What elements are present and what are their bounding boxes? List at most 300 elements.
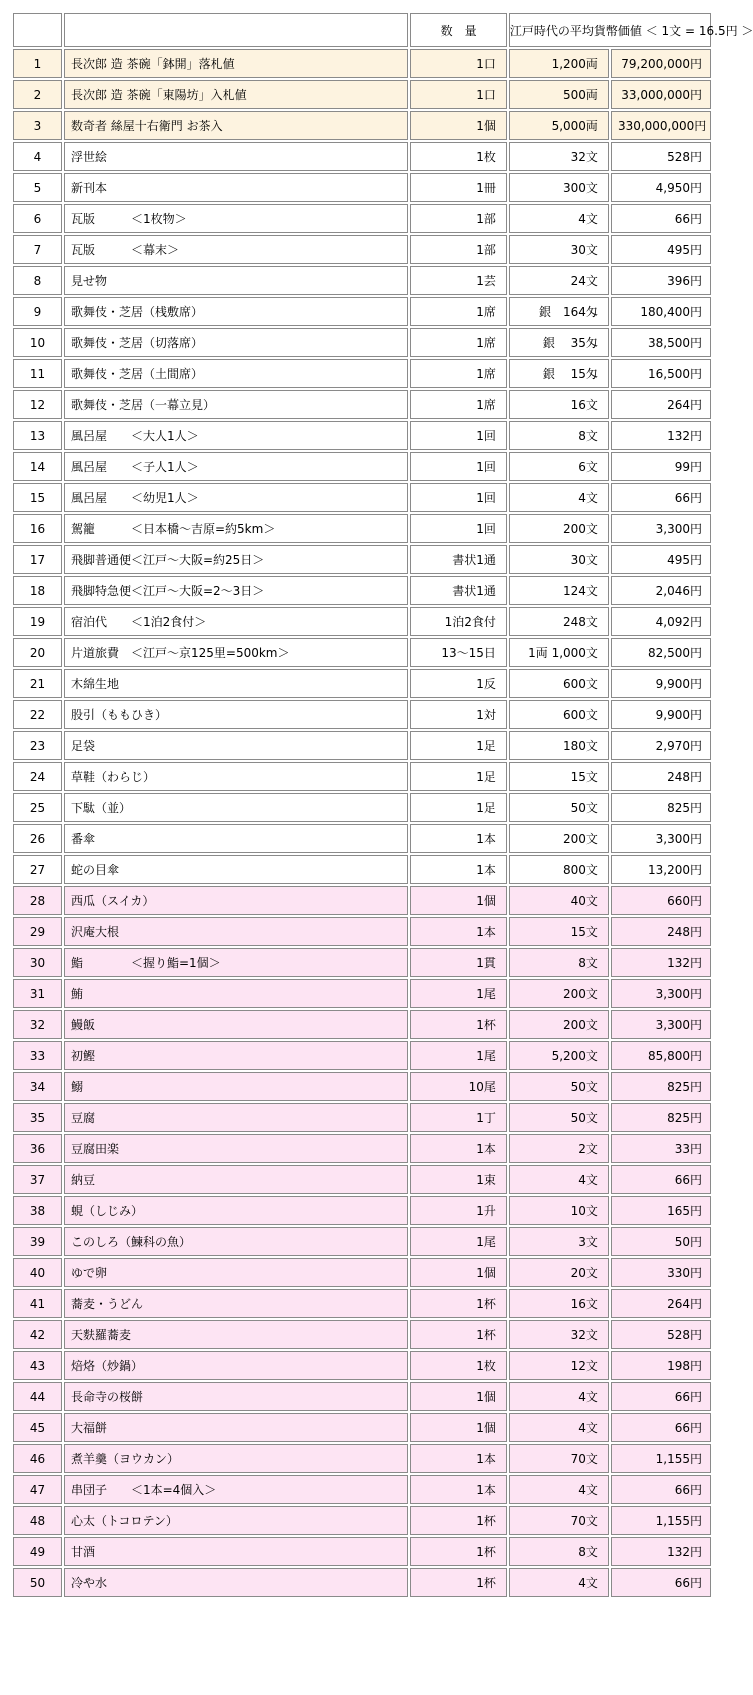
edo-price: 4文 (509, 1568, 609, 1597)
yen-price: 66円 (611, 1475, 711, 1504)
item-name: 瓦版 ＜幕末＞ (64, 235, 408, 264)
yen-price: 825円 (611, 1103, 711, 1132)
table-row (13, 979, 711, 1008)
item-name: 煮羊羹（ヨウカン） (64, 1444, 408, 1473)
yen-price: 50円 (611, 1227, 711, 1256)
row-number: 36 (13, 1134, 62, 1163)
item-quantity: 1口 (410, 80, 507, 109)
item-name: 甘酒 (64, 1537, 408, 1566)
yen-price: 132円 (611, 948, 711, 977)
edo-price: 5,000両 (509, 111, 609, 140)
item-quantity: 1席 (410, 359, 507, 388)
row-number: 33 (13, 1041, 62, 1070)
row-number: 25 (13, 793, 62, 822)
yen-price: 3,300円 (611, 514, 711, 543)
item-quantity: 1尾 (410, 1227, 507, 1256)
table-row (13, 111, 711, 140)
item-name: 新刊本 (64, 173, 408, 202)
row-number: 23 (13, 731, 62, 760)
row-number: 10 (13, 328, 62, 357)
row-number: 48 (13, 1506, 62, 1535)
item-quantity: 1冊 (410, 173, 507, 202)
edo-price: 12文 (509, 1351, 609, 1380)
table-row (13, 359, 711, 388)
yen-price: 330,000,000円 (611, 111, 711, 140)
item-quantity: 1本 (410, 1134, 507, 1163)
edo-price: 8文 (509, 948, 609, 977)
edo-price: 32文 (509, 142, 609, 171)
table-row (13, 638, 711, 667)
row-number: 15 (13, 483, 62, 512)
edo-price: 4文 (509, 204, 609, 233)
item-name: 鰯 (64, 1072, 408, 1101)
yen-price: 33,000,000円 (611, 80, 711, 109)
item-quantity: 1足 (410, 731, 507, 760)
item-quantity: 1束 (410, 1165, 507, 1194)
item-quantity: 1枚 (410, 1351, 507, 1380)
edo-price: 15文 (509, 917, 609, 946)
yen-price: 2,046円 (611, 576, 711, 605)
item-name: 浮世絵 (64, 142, 408, 171)
row-number: 32 (13, 1010, 62, 1039)
edo-price: 1,200両 (509, 49, 609, 78)
item-name: 飛脚普通便＜江戸～大阪=約25日＞ (64, 545, 408, 574)
item-quantity: 1杯 (410, 1289, 507, 1318)
edo-price: 600文 (509, 669, 609, 698)
item-name: 木綿生地 (64, 669, 408, 698)
row-number: 30 (13, 948, 62, 977)
edo-price: 70文 (509, 1444, 609, 1473)
row-number: 29 (13, 917, 62, 946)
yen-price: 82,500円 (611, 638, 711, 667)
item-quantity: 1個 (410, 886, 507, 915)
table-row (13, 390, 711, 419)
item-name: 歌舞伎・芝居（一幕立見） (64, 390, 408, 419)
item-quantity: 1貫 (410, 948, 507, 977)
item-quantity: 1杯 (410, 1506, 507, 1535)
yen-price: 85,800円 (611, 1041, 711, 1070)
table-row (13, 1103, 711, 1132)
item-quantity: 1足 (410, 762, 507, 791)
yen-price: 66円 (611, 1413, 711, 1442)
edo-price: 800文 (509, 855, 609, 884)
edo-price: 30文 (509, 545, 609, 574)
item-quantity: 書状1通 (410, 545, 507, 574)
edo-price: 4文 (509, 1413, 609, 1442)
table-row (13, 917, 711, 946)
item-name: ゆで卵 (64, 1258, 408, 1287)
row-number: 13 (13, 421, 62, 450)
row-number: 14 (13, 452, 62, 481)
edo-price: 1両 1,000文 (509, 638, 609, 667)
yen-price: 4,092円 (611, 607, 711, 636)
row-number: 21 (13, 669, 62, 698)
row-number: 41 (13, 1289, 62, 1318)
yen-price: 2,970円 (611, 731, 711, 760)
table-header (13, 13, 753, 47)
header-quantity: 数 量 (410, 13, 507, 47)
row-number: 26 (13, 824, 62, 853)
table-row (13, 1413, 711, 1442)
table-row (13, 80, 711, 109)
edo-price: 8文 (509, 421, 609, 450)
item-quantity: 1回 (410, 452, 507, 481)
yen-price: 528円 (611, 142, 711, 171)
table-row (13, 1320, 711, 1349)
item-name: 西瓜（スイカ） (64, 886, 408, 915)
item-quantity: 1席 (410, 328, 507, 357)
edo-price: 32文 (509, 1320, 609, 1349)
row-number: 4 (13, 142, 62, 171)
yen-price: 132円 (611, 421, 711, 450)
yen-price: 495円 (611, 545, 711, 574)
item-quantity: 書状1通 (410, 576, 507, 605)
edo-price: 16文 (509, 390, 609, 419)
table-row (13, 328, 711, 357)
table-row (13, 142, 711, 171)
edo-price: 4文 (509, 483, 609, 512)
yen-price: 3,300円 (611, 824, 711, 853)
table-row (13, 793, 711, 822)
item-quantity: 1本 (410, 824, 507, 853)
table-row (13, 297, 711, 326)
row-number: 7 (13, 235, 62, 264)
item-name: 蛇の目傘 (64, 855, 408, 884)
table-row (13, 1134, 711, 1163)
row-number: 28 (13, 886, 62, 915)
edo-price: 4文 (509, 1382, 609, 1411)
table-row (13, 1227, 711, 1256)
item-quantity: 1個 (410, 111, 507, 140)
item-quantity: 1本 (410, 917, 507, 946)
yen-price: 660円 (611, 886, 711, 915)
table-row (13, 855, 711, 884)
item-name: 下駄（並） (64, 793, 408, 822)
item-name: 長次郎 造 茶碗「東陽坊」入札値 (64, 80, 408, 109)
row-number: 12 (13, 390, 62, 419)
edo-price: 200文 (509, 824, 609, 853)
item-name: 鮨 ＜握り鮨=1個＞ (64, 948, 408, 977)
yen-price: 165円 (611, 1196, 711, 1225)
table-row (13, 1444, 711, 1473)
item-quantity: 1席 (410, 297, 507, 326)
table-row (13, 235, 711, 264)
item-quantity: 13～15日 (410, 638, 507, 667)
yen-price: 79,200,000円 (611, 49, 711, 78)
item-quantity: 1丁 (410, 1103, 507, 1132)
table-row (13, 421, 711, 450)
yen-price: 66円 (611, 1568, 711, 1597)
item-name: 冷や水 (64, 1568, 408, 1597)
table-row (13, 576, 711, 605)
item-name: 足袋 (64, 731, 408, 760)
table-body (13, 49, 711, 1597)
item-name: 歌舞伎・芝居（土間席） (64, 359, 408, 388)
table-row (13, 1165, 711, 1194)
item-quantity: 1升 (410, 1196, 507, 1225)
yen-price: 1,155円 (611, 1444, 711, 1473)
table-row (13, 1072, 711, 1101)
edo-price: 180文 (509, 731, 609, 760)
table-row (13, 514, 711, 543)
item-name: 草鞋（わらじ） (64, 762, 408, 791)
row-number: 47 (13, 1475, 62, 1504)
edo-price: 銀 164匁 (509, 297, 609, 326)
edo-price: 40文 (509, 886, 609, 915)
item-quantity: 1杯 (410, 1568, 507, 1597)
table-row (13, 545, 711, 574)
yen-price: 13,200円 (611, 855, 711, 884)
row-number: 50 (13, 1568, 62, 1597)
yen-price: 248円 (611, 917, 711, 946)
yen-price: 248円 (611, 762, 711, 791)
item-name: 心太（トコロテン） (64, 1506, 408, 1535)
edo-price: 銀 35匁 (509, 328, 609, 357)
item-quantity: 1泊2食付 (410, 607, 507, 636)
table-row (13, 452, 711, 481)
yen-price: 66円 (611, 1165, 711, 1194)
table-row (13, 483, 711, 512)
item-name: 駕籠 ＜日本橋～吉原=約5km＞ (64, 514, 408, 543)
edo-price: 200文 (509, 979, 609, 1008)
item-name: 風呂屋 ＜大人1人＞ (64, 421, 408, 450)
item-name: 風呂屋 ＜幼児1人＞ (64, 483, 408, 512)
edo-price: 銀 15匁 (509, 359, 609, 388)
table-row (13, 1196, 711, 1225)
item-name: 歌舞伎・芝居（切落席） (64, 328, 408, 357)
item-name: このしろ（鰊科の魚） (64, 1227, 408, 1256)
edo-price-table (11, 11, 753, 1599)
row-number: 35 (13, 1103, 62, 1132)
item-quantity: 1回 (410, 421, 507, 450)
item-name: 見せ物 (64, 266, 408, 295)
yen-price: 264円 (611, 1289, 711, 1318)
row-number: 34 (13, 1072, 62, 1101)
item-name: 長命寺の桜餅 (64, 1382, 408, 1411)
yen-price: 1,155円 (611, 1506, 711, 1535)
row-number: 18 (13, 576, 62, 605)
yen-price: 330円 (611, 1258, 711, 1287)
table-row (13, 1568, 711, 1597)
table-row (13, 1537, 711, 1566)
edo-price: 24文 (509, 266, 609, 295)
item-name: 焙烙（炒鍋） (64, 1351, 408, 1380)
item-name: 蕎麦・うどん (64, 1289, 408, 1318)
table-row (13, 1258, 711, 1287)
yen-price: 9,900円 (611, 669, 711, 698)
table-row (13, 266, 711, 295)
header-edo-value: 江戸時代の平均貨幣価値 ＜ 1文 = 16.5円 ＞ (509, 13, 711, 47)
item-quantity: 1回 (410, 514, 507, 543)
table-row (13, 886, 711, 915)
item-quantity: 1尾 (410, 979, 507, 1008)
item-name: 豆腐田楽 (64, 1134, 408, 1163)
yen-price: 528円 (611, 1320, 711, 1349)
item-name: 歌舞伎・芝居（桟敷席） (64, 297, 408, 326)
table-row (13, 948, 711, 977)
item-name: 串団子 ＜1本=4個入＞ (64, 1475, 408, 1504)
row-number: 5 (13, 173, 62, 202)
row-number: 45 (13, 1413, 62, 1442)
edo-price: 70文 (509, 1506, 609, 1535)
item-name: 股引（ももひき） (64, 700, 408, 729)
yen-price: 3,300円 (611, 979, 711, 1008)
item-name: 風呂屋 ＜子人1人＞ (64, 452, 408, 481)
item-name: 沢庵大根 (64, 917, 408, 946)
row-number: 31 (13, 979, 62, 1008)
table-row (13, 1382, 711, 1411)
row-number: 46 (13, 1444, 62, 1473)
item-quantity: 1杯 (410, 1320, 507, 1349)
item-quantity: 1席 (410, 390, 507, 419)
row-number: 24 (13, 762, 62, 791)
edo-price: 500両 (509, 80, 609, 109)
header-no (13, 13, 62, 47)
edo-price: 16文 (509, 1289, 609, 1318)
item-name: 天麩羅蕎麦 (64, 1320, 408, 1349)
item-quantity: 1本 (410, 855, 507, 884)
yen-price: 66円 (611, 204, 711, 233)
header-row (13, 13, 711, 47)
yen-price: 33円 (611, 1134, 711, 1163)
table-row (13, 1506, 711, 1535)
yen-price: 3,300円 (611, 1010, 711, 1039)
table-row (13, 49, 711, 78)
yen-price: 9,900円 (611, 700, 711, 729)
item-quantity: 1足 (410, 793, 507, 822)
item-name: 番傘 (64, 824, 408, 853)
item-name: 鰻飯 (64, 1010, 408, 1039)
edo-price: 5,200文 (509, 1041, 609, 1070)
row-number: 9 (13, 297, 62, 326)
yen-price: 66円 (611, 1382, 711, 1411)
row-number: 20 (13, 638, 62, 667)
edo-price: 600文 (509, 700, 609, 729)
table-row (13, 824, 711, 853)
edo-price: 50文 (509, 793, 609, 822)
yen-price: 132円 (611, 1537, 711, 1566)
edo-price: 10文 (509, 1196, 609, 1225)
row-number: 39 (13, 1227, 62, 1256)
item-name: 瓦版 ＜1枚物＞ (64, 204, 408, 233)
edo-price: 248文 (509, 607, 609, 636)
item-quantity: 1部 (410, 204, 507, 233)
table-row (13, 669, 711, 698)
yen-price: 198円 (611, 1351, 711, 1380)
table-row (13, 1475, 711, 1504)
yen-price: 264円 (611, 390, 711, 419)
edo-price: 200文 (509, 514, 609, 543)
item-quantity: 1口 (410, 49, 507, 78)
edo-price: 15文 (509, 762, 609, 791)
row-number: 6 (13, 204, 62, 233)
item-name: 蜆（しじみ） (64, 1196, 408, 1225)
item-name: 豆腐 (64, 1103, 408, 1132)
row-number: 27 (13, 855, 62, 884)
item-quantity: 1回 (410, 483, 507, 512)
item-quantity: 1個 (410, 1413, 507, 1442)
yen-price: 180,400円 (611, 297, 711, 326)
item-name: 納豆 (64, 1165, 408, 1194)
row-number: 37 (13, 1165, 62, 1194)
edo-price: 4文 (509, 1475, 609, 1504)
item-quantity: 1尾 (410, 1041, 507, 1070)
yen-price: 38,500円 (611, 328, 711, 357)
item-name: 飛脚特急便＜江戸～大阪=2～3日＞ (64, 576, 408, 605)
row-number: 16 (13, 514, 62, 543)
table-row (13, 1351, 711, 1380)
item-quantity: 1枚 (410, 142, 507, 171)
edo-price: 3文 (509, 1227, 609, 1256)
table-row (13, 762, 711, 791)
yen-price: 16,500円 (611, 359, 711, 388)
table-row (13, 607, 711, 636)
edo-price: 200文 (509, 1010, 609, 1039)
row-number: 2 (13, 80, 62, 109)
item-quantity: 1本 (410, 1475, 507, 1504)
edo-price: 300文 (509, 173, 609, 202)
yen-price: 66円 (611, 483, 711, 512)
row-number: 42 (13, 1320, 62, 1349)
table-row (13, 700, 711, 729)
edo-price: 124文 (509, 576, 609, 605)
row-number: 44 (13, 1382, 62, 1411)
edo-price: 20文 (509, 1258, 609, 1287)
item-name: 鮪 (64, 979, 408, 1008)
row-number: 3 (13, 111, 62, 140)
yen-price: 825円 (611, 1072, 711, 1101)
row-number: 43 (13, 1351, 62, 1380)
yen-price: 825円 (611, 793, 711, 822)
edo-price: 4文 (509, 1165, 609, 1194)
item-quantity: 1杯 (410, 1537, 507, 1566)
item-quantity: 1個 (410, 1382, 507, 1411)
row-number: 49 (13, 1537, 62, 1566)
edo-price: 50文 (509, 1103, 609, 1132)
header-item (64, 13, 408, 47)
table-row (13, 1010, 711, 1039)
table-row (13, 731, 711, 760)
edo-price: 8文 (509, 1537, 609, 1566)
item-quantity: 1本 (410, 1444, 507, 1473)
table-row (13, 1041, 711, 1070)
yen-price: 396円 (611, 266, 711, 295)
item-quantity: 1対 (410, 700, 507, 729)
table-row (13, 204, 711, 233)
row-number: 17 (13, 545, 62, 574)
row-number: 19 (13, 607, 62, 636)
item-name: 片道旅費 ＜江戸～京125里=500km＞ (64, 638, 408, 667)
yen-price: 99円 (611, 452, 711, 481)
table-row (13, 173, 711, 202)
item-quantity: 1個 (410, 1258, 507, 1287)
table-row (13, 1289, 711, 1318)
yen-price: 4,950円 (611, 173, 711, 202)
item-name: 宿泊代 ＜1泊2食付＞ (64, 607, 408, 636)
item-name: 長次郎 造 茶碗「鉢開」落札値 (64, 49, 408, 78)
item-quantity: 1反 (410, 669, 507, 698)
edo-price: 50文 (509, 1072, 609, 1101)
edo-price: 6文 (509, 452, 609, 481)
edo-price: 30文 (509, 235, 609, 264)
item-quantity: 1杯 (410, 1010, 507, 1039)
row-number: 38 (13, 1196, 62, 1225)
row-number: 11 (13, 359, 62, 388)
item-quantity: 1部 (410, 235, 507, 264)
item-quantity: 1芸 (410, 266, 507, 295)
row-number: 22 (13, 700, 62, 729)
item-quantity: 10尾 (410, 1072, 507, 1101)
